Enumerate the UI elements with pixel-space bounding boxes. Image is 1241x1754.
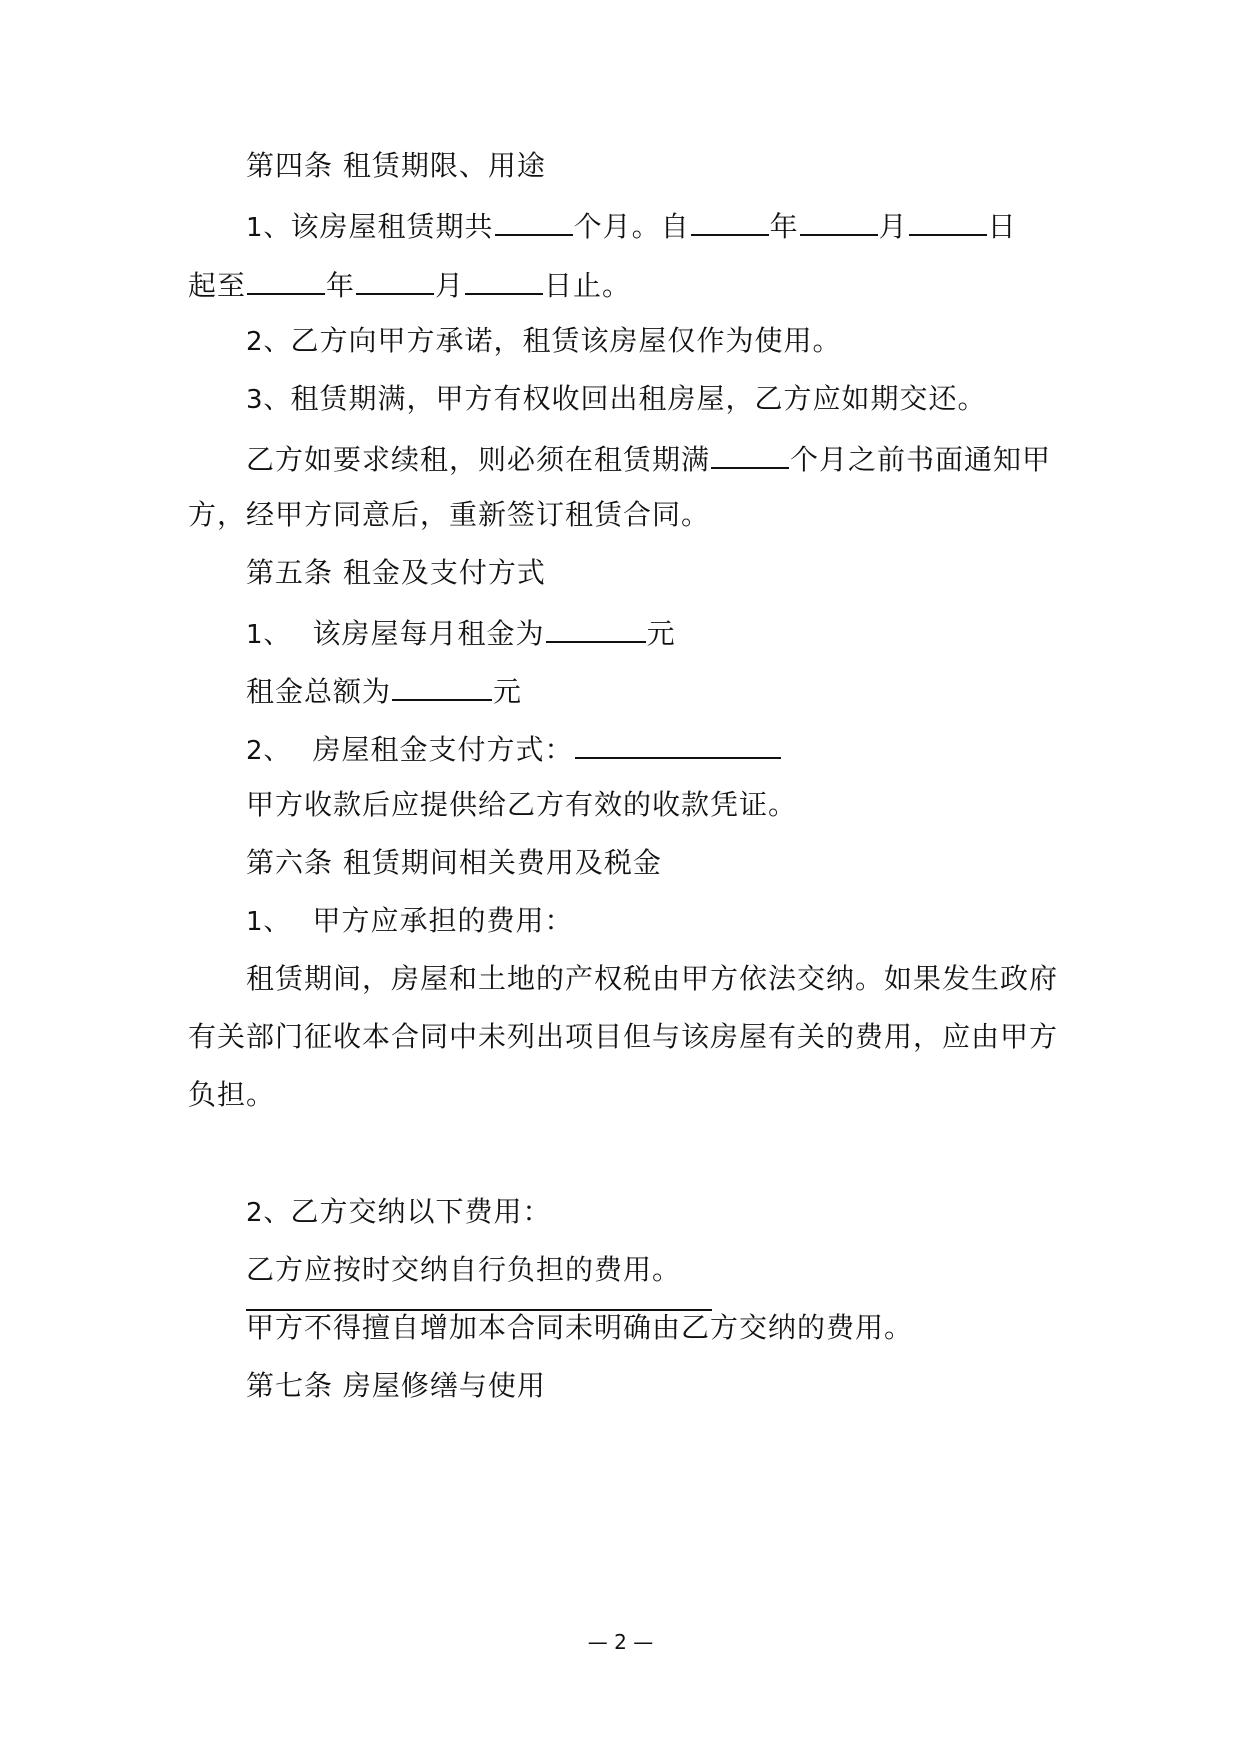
article-4-clause-1-cont bbox=[188, 263, 1068, 306]
clause-text: 有关部门征收本合同中未列出项目但与该房屋有关的费用，应由甲方 bbox=[188, 1020, 1059, 1053]
clause-text: 方，经甲方同意后，重新签订租赁合同。 bbox=[188, 498, 711, 531]
clause-number: 2、 bbox=[246, 327, 291, 357]
clause-text: 日 bbox=[987, 210, 1017, 243]
article-4-heading bbox=[246, 146, 1126, 186]
clause-text: 房屋租金支付方式： bbox=[312, 733, 574, 766]
clause-number: 1、 bbox=[246, 907, 291, 937]
article-4-clause-2 bbox=[246, 321, 1126, 362]
clause-number: 2、 bbox=[246, 1198, 291, 1228]
clause-text: 月 bbox=[878, 210, 908, 243]
clause-number: 2、 bbox=[246, 736, 291, 766]
article-4-renewal-cont bbox=[188, 495, 1068, 535]
clause-text: 甲方不得擅自增加本合同未明确由乙方交纳的费用。 bbox=[246, 1311, 914, 1344]
blank-field bbox=[247, 263, 325, 295]
clause-text: 乙方应按时交纳自行负担的费用。 bbox=[246, 1253, 682, 1286]
article-4-clause-3 bbox=[246, 379, 1126, 420]
clause-text: 乙方交纳以下费用： bbox=[290, 1195, 552, 1228]
blank-field bbox=[711, 437, 789, 469]
clause-text: 甲方收款后应提供给乙方有效的收款凭证。 bbox=[246, 788, 798, 821]
clause-text: 乙方如要求续租，则必须在租赁期满 bbox=[246, 443, 711, 476]
clause-text: 该房屋租赁期共 bbox=[290, 210, 494, 243]
heading-text: 第六条 租赁期间相关费用及税金 bbox=[246, 846, 662, 879]
article-6-paragraph-line-3 bbox=[188, 1075, 1068, 1115]
clause-text: 负担。 bbox=[188, 1078, 276, 1111]
blank-field bbox=[575, 727, 781, 759]
article-6-paragraph-line-2 bbox=[188, 1017, 1068, 1057]
blank-field bbox=[546, 611, 646, 643]
blank-field bbox=[356, 263, 434, 295]
clause-text: 个月。自 bbox=[573, 210, 690, 243]
article-5-clause-2 bbox=[246, 727, 1126, 771]
article-5-total bbox=[246, 669, 1126, 712]
page-number: — 2 — bbox=[587, 1630, 654, 1654]
article-6-landlord-restriction bbox=[246, 1308, 1126, 1348]
clause-number: 3、 bbox=[246, 385, 291, 415]
article-7-heading bbox=[246, 1366, 1126, 1406]
clause-text: 年 bbox=[326, 269, 356, 302]
clause-text: 年 bbox=[769, 210, 799, 243]
heading-text: 第五条 租金及支付方式 bbox=[246, 556, 546, 589]
article-4-clause-1 bbox=[246, 204, 1126, 248]
clause-number: 1、 bbox=[246, 213, 291, 243]
clause-text: 乙方向甲方承诺，租赁该房屋仅作为使用。 bbox=[290, 324, 842, 357]
article-6-paragraph-line-1 bbox=[246, 959, 1126, 999]
blank-field bbox=[800, 204, 878, 236]
article-5-clause-1 bbox=[246, 611, 1126, 655]
clause-text: 月 bbox=[435, 269, 465, 302]
article-6-clause-1 bbox=[246, 901, 1126, 942]
clause-text: 该房屋每月租金为 bbox=[312, 617, 545, 650]
article-6-tenant-fees bbox=[246, 1250, 1126, 1290]
clause-text: 甲方应承担的费用： bbox=[312, 904, 574, 937]
blank-field bbox=[691, 204, 769, 236]
article-4-renewal bbox=[246, 437, 1126, 480]
clause-text: 租金总额为 bbox=[246, 675, 392, 708]
article-5-receipt bbox=[246, 785, 1126, 825]
blank-field bbox=[465, 263, 543, 295]
clause-text: 元 bbox=[493, 675, 523, 708]
clause-text: 日止。 bbox=[544, 269, 632, 302]
clause-text: 个月之前书面通知甲 bbox=[790, 443, 1052, 476]
clause-text: 租赁期间，房屋和土地的产权税由甲方依法交纳。如果发生政府 bbox=[246, 962, 1059, 995]
article-6-heading bbox=[246, 843, 1126, 883]
clause-text: 元 bbox=[646, 617, 676, 650]
clause-number: 1、 bbox=[246, 620, 291, 650]
clause-text: 起至 bbox=[188, 269, 247, 302]
blank-field bbox=[909, 204, 987, 236]
article-5-heading bbox=[246, 553, 1126, 593]
clause-text: 租赁期满，甲方有权收回出租房屋，乙方应如期交还。 bbox=[290, 382, 987, 415]
blank-field bbox=[392, 669, 492, 701]
article-6-clause-2 bbox=[246, 1192, 1126, 1233]
heading-text: 第七条 房屋修缮与使用 bbox=[246, 1369, 546, 1402]
heading-text: 第四条 租赁期限、用途 bbox=[246, 149, 546, 182]
blank-field bbox=[495, 204, 573, 236]
